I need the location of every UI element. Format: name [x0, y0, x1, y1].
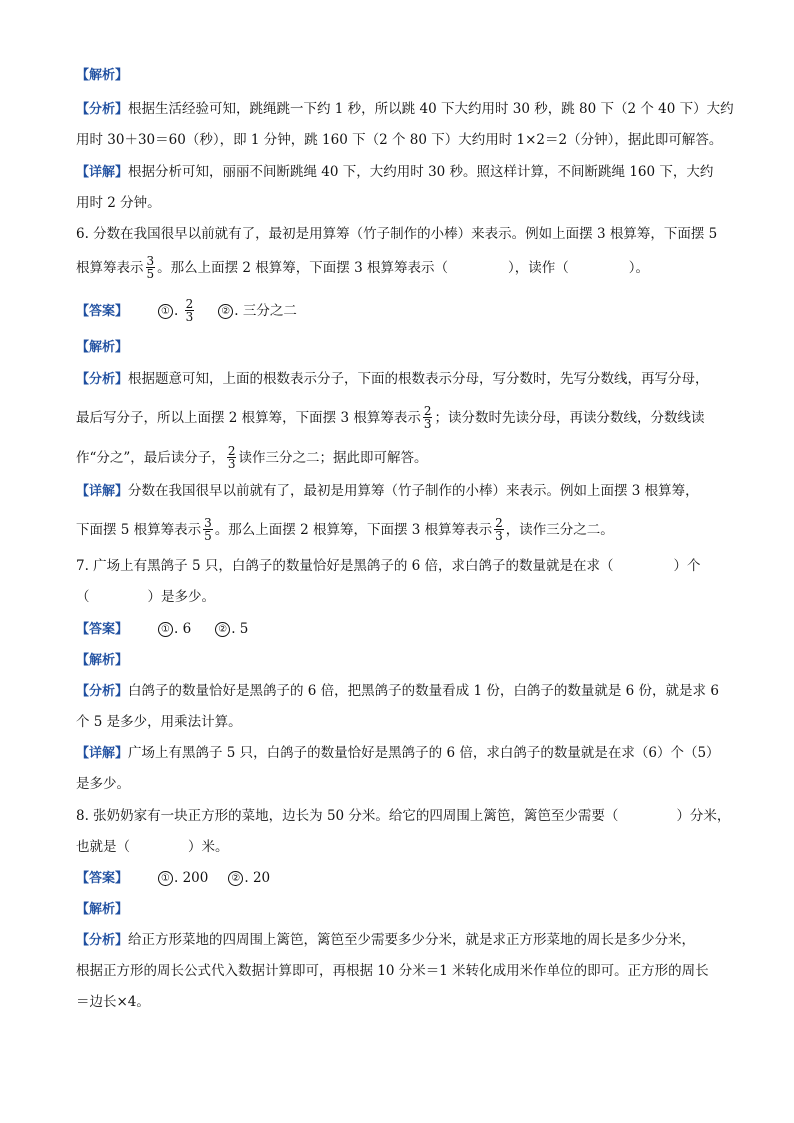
q8-analysis-line-1: 【分析】给正方形菜地的四周围上篱笆，篱笆至少需要多少分米，就是求正方形菜地的周长是多少分米，	[76, 932, 696, 948]
marker-1-icon: ①	[158, 622, 173, 637]
q6-answer: 【答案】 ① . $\frac{2}{3}$ ② . 三分之二	[76, 297, 297, 324]
q7-question-line-2: （ ）是多少。	[76, 589, 215, 605]
marker-2-icon: ②	[218, 304, 233, 319]
q6-detail-line-1: 【详解】分数在我国很早以前就有了，最初是用算筹（竹子制作的小棒）来表示。例如上面摆 3 根算筹，	[76, 483, 699, 499]
q8-analysis-line-2: 根据正方形的周长公式代入数据计算即可，再根据 10 分米＝1 米转化成用米作单位的即可。正方形的周长	[76, 963, 709, 979]
q6-analysis-line-3: 作“分之”，最后读分子， $\frac{2}{3}$ 读作三分之二；据此即可解答。	[76, 444, 428, 471]
q6-analysis-line-2: 最后写分子，所以上面摆 2 根算筹，下面摆 3 根算筹表示 $\frac{2}{3}$ ；读分数时先读分母，再读分数线，分数线读	[76, 404, 705, 431]
marker-1-icon: ①	[158, 304, 173, 319]
fraction-two-thirds: $\frac{2}{3}$	[185, 297, 194, 324]
q7-detail-line-2: 是多少。	[76, 776, 130, 792]
q8-answer: 【答案】 ① . 200 ② . 20	[76, 870, 271, 886]
analysis-heading: 【解析】	[76, 340, 129, 355]
q5-detail-line-2: 用时 2 分钟。	[76, 195, 161, 211]
q7-analysis-line-1: 【分析】白鸽子的数量恰好是黑鸽子的 6 倍，把黑鸽子的数量看成 1 份，白鸽子的数量就是 6 份，就是求 6	[76, 683, 719, 699]
analysis-heading: 【解析】	[76, 68, 129, 83]
q8-question-line-2: 也就是（ ）米。	[76, 839, 229, 855]
fraction-two-thirds: $\frac{2}{3}$	[495, 516, 503, 543]
q5-detail-line-1: 【详解】根据分析可知，丽丽不间断跳绳 40 下，大约用时 30 秒。照这样计算，不间断跳绳 160 下，大约	[76, 164, 714, 180]
q8-question-line-1: 8. 张奶奶家有一块正方形的菜地，边长为 50 分米。给它的四周围上篱笆，篱笆至少需要（ ）分米，	[76, 808, 731, 824]
q6-question-line-1: 6. 分数在我国很早以前就有了，最初是用算筹（竹子制作的小棒）来表示。例如上面摆 3 根算筹，下面摆 5	[76, 226, 718, 242]
q8-analysis-line-3: ＝边长×4。	[76, 994, 150, 1010]
analysis-heading: 【解析】	[76, 902, 129, 917]
q7-answer: 【答案】 ① . 6 ② . 5	[76, 621, 249, 637]
q7-analysis-line-2: 个 5 是多少，用乘法计算。	[76, 714, 242, 730]
marker-2-icon: ②	[228, 871, 243, 886]
fraction-three-fifths: $\frac{3}{5}$	[204, 516, 212, 543]
q6-question-line-2: 根算筹表示 $\frac{3}{5}$ 。那么上面摆 2 根算筹，下面摆 3 根算筹表示（ ），读作（ ）。	[76, 254, 649, 281]
marker-1-icon: ①	[158, 871, 173, 886]
q6-analysis-line-1: 【分析】根据题意可知，上面的根数表示分子，下面的根数表示分母，写分数时，先写分数线，再写分母，	[76, 371, 709, 387]
q6-detail-line-2: 下面摆 5 根算筹表示 $\frac{3}{5}$ 。那么上面摆 2 根算筹，下面摆 3 根算筹表示 $\frac{2}{3}$ ，读作三分之二。	[76, 516, 614, 543]
analysis-heading: 【解析】	[76, 653, 129, 668]
q7-detail-line-1: 【详解】广场上有黑鸽子 5 只，白鸽子的数量恰好是黑鸽子的 6 倍，求白鸽子的数量就是在求（6）个（5）	[76, 745, 720, 761]
fraction-three-fifths: $\frac{3}{5}$	[146, 254, 155, 281]
fraction-two-thirds: $\frac{2}{3}$	[423, 404, 432, 431]
marker-2-icon: ②	[215, 622, 230, 637]
fraction-two-thirds: $\frac{2}{3}$	[227, 444, 236, 471]
q5-analysis-line-2: 用时 30＋30＝60（秒），即 1 分钟，跳 160 下（2 个 80 下）大约用时 1×2＝2（分钟），据此即可解答。	[76, 132, 723, 148]
q7-question-line-1: 7. 广场上有黑鸽子 5 只，白鸽子的数量恰好是黑鸽子的 6 倍，求白鸽子的数量就是在求（ ）个	[76, 558, 701, 574]
q5-analysis-line-1: 【分析】根据生活经验可知，跳绳跳一下约 1 秒，所以跳 40 下大约用时 30 秒，跳 80 下（2 个 40 下）大约	[76, 101, 734, 117]
